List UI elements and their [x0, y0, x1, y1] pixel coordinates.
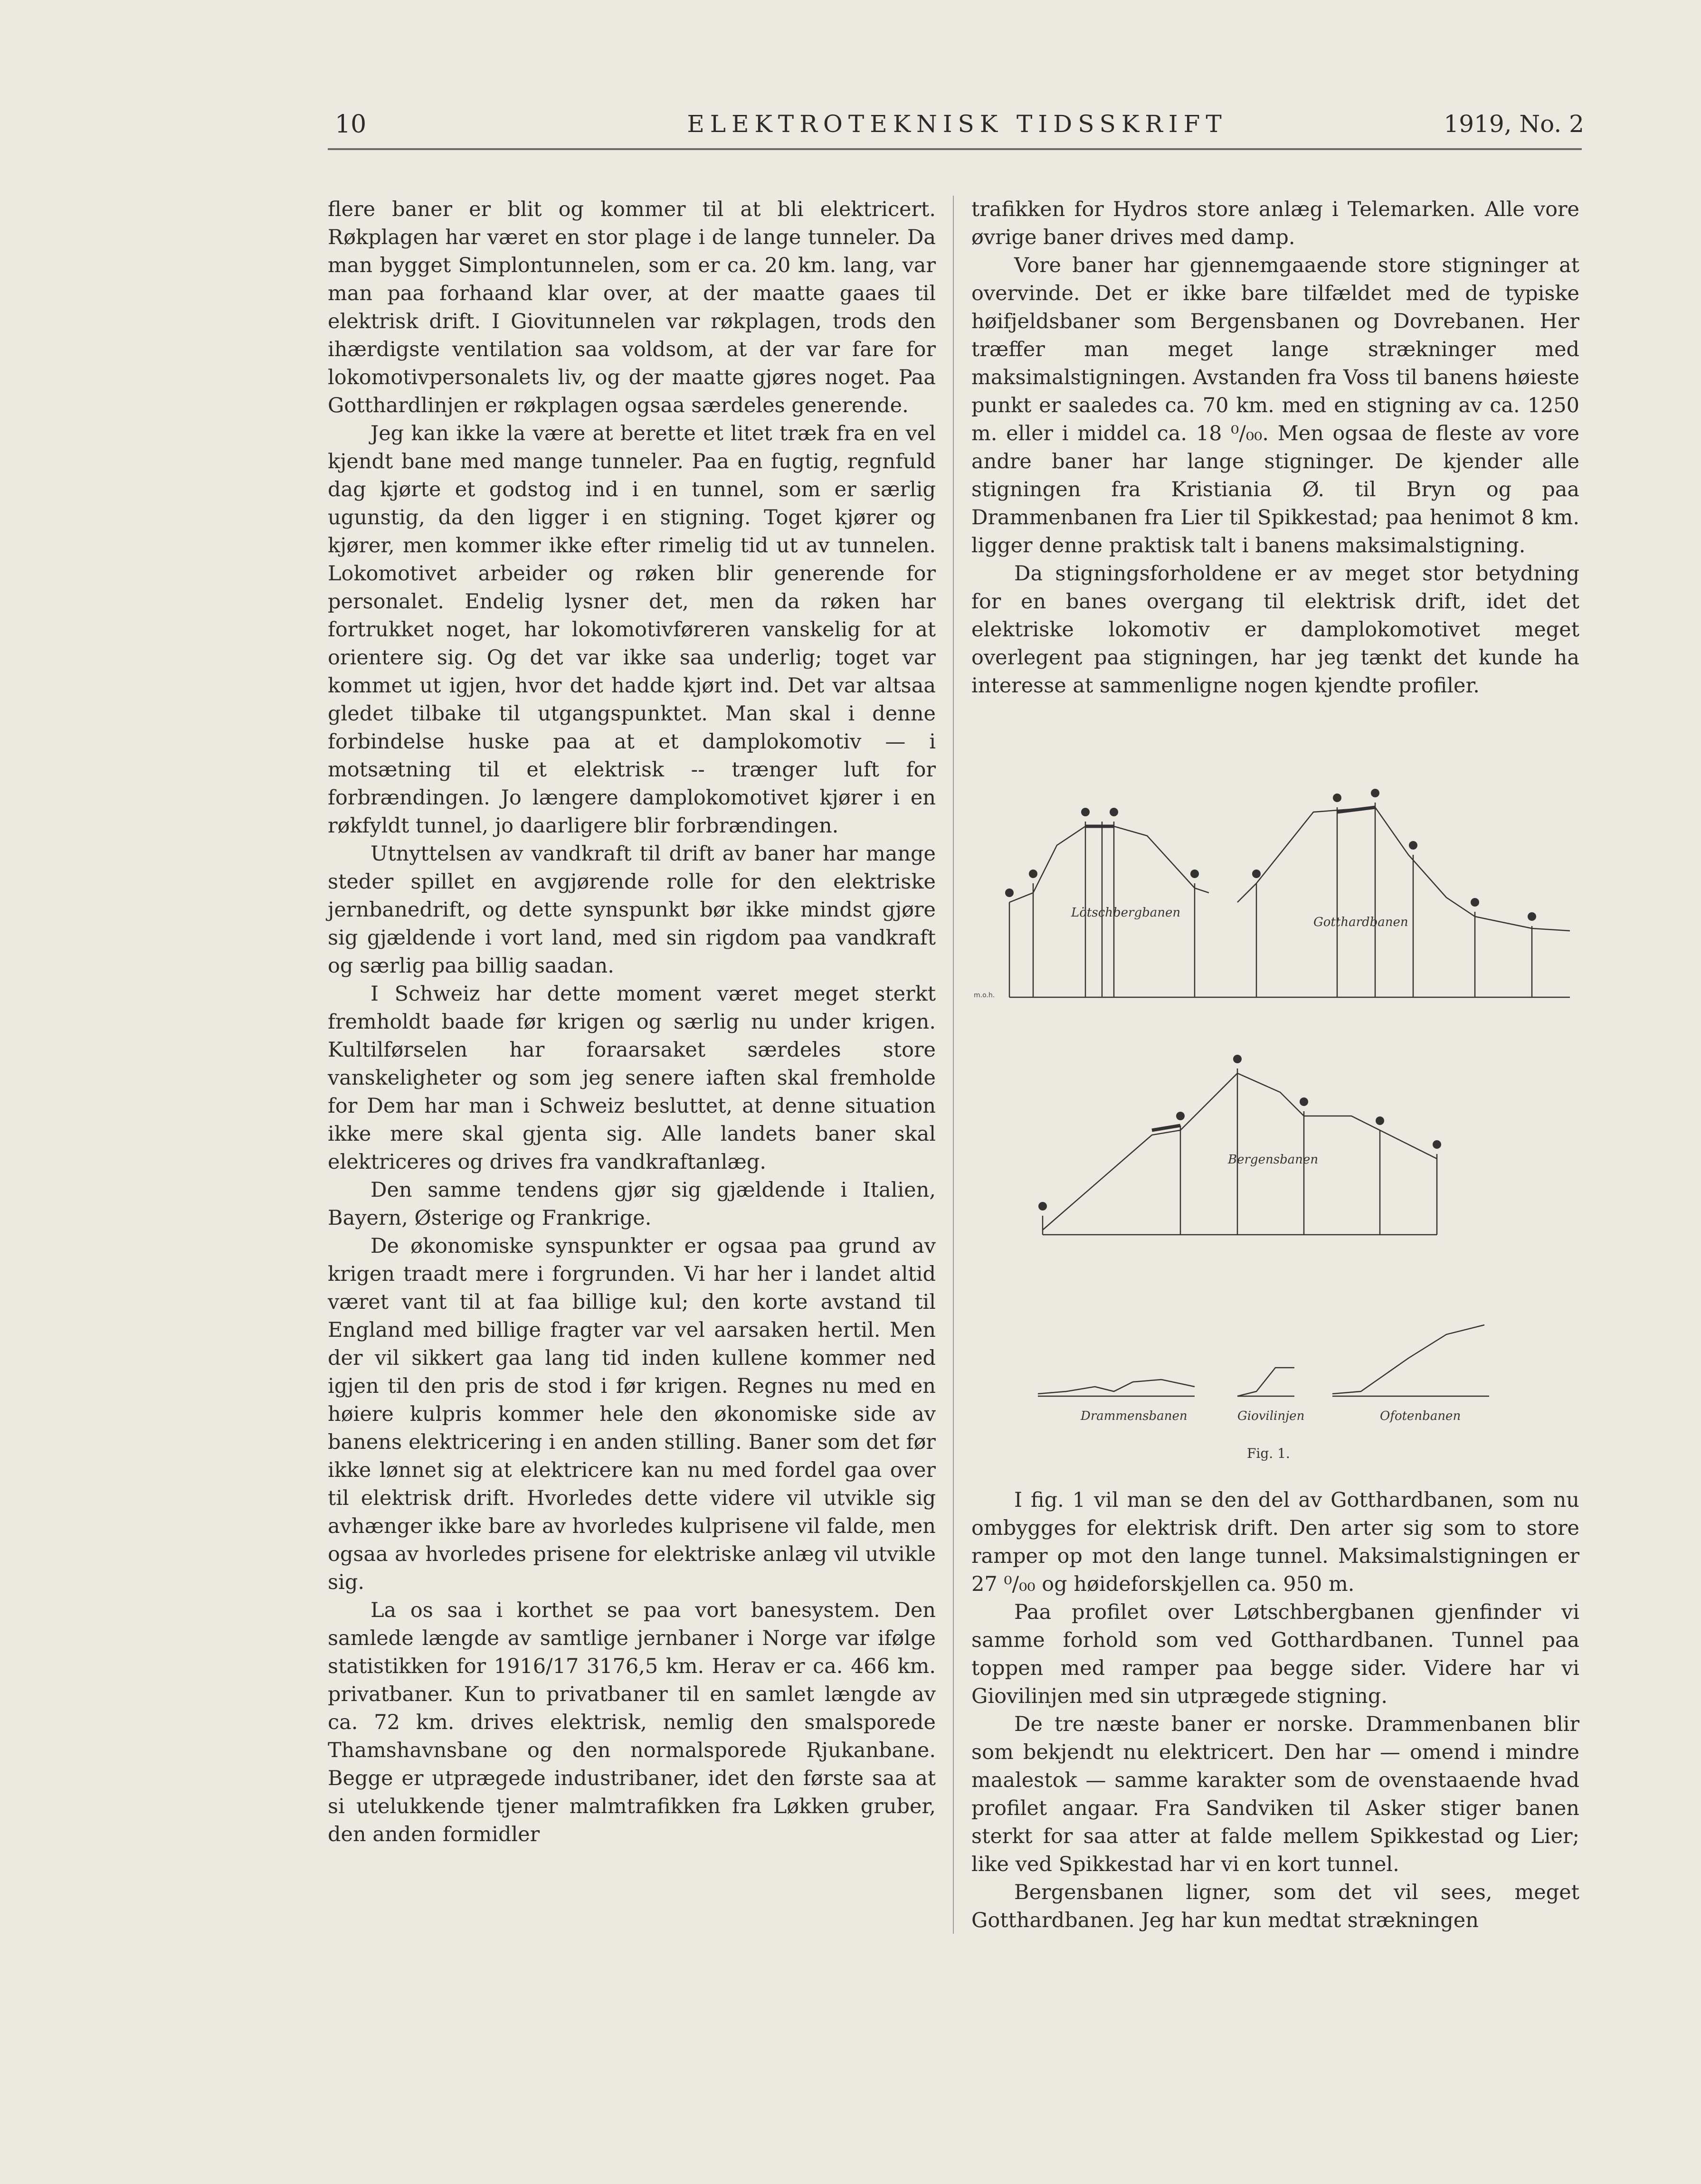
giovi-label: Giovilinjen [1237, 1409, 1305, 1423]
gotthard-profile-line [1237, 807, 1570, 931]
ofoten-label: Ofotenbanen [1380, 1409, 1461, 1423]
giovi-profile-line [1237, 1368, 1294, 1396]
paragraph: Den samme tendens gjør sig gjældende i Italien, Bayern, Østerige og Frankrige. [328, 1178, 936, 1230]
profiles-drawing [971, 741, 1579, 1472]
paragraph: Utnyttelsen av vandkraft til drift av baner har mange steder spillet en avgjørende rolle for den elektriske jernbanedrift, og dette synspunkt bør ikke mindst gjøre sig gjældende i vort land, med sin rigdom paa vandkraft og særlig paa billig saadan. [328, 842, 936, 978]
figure-rail-profiles [971, 741, 1579, 1472]
paragraph: trafikken for Hydros store anlæg i Telemarken. Alle vore øvrige baner drives med damp. [971, 198, 1579, 249]
gotthard-tunnel [1337, 807, 1375, 812]
issue-number: 1919, No. 2 [1444, 110, 1584, 138]
right-column-bottom [971, 1486, 1579, 1935]
running-header [330, 110, 1584, 143]
bergens-profile-line [1043, 1073, 1437, 1230]
column-divider [953, 196, 954, 1934]
paragraph: I Schweiz har dette moment været meget sterkt fremholdt baade før krigen og særlig nu under krigen. Kultilførselen har foraarsaket særdeles store vanskeligheter og som jeg senere iaften skal fremholde for Dem har man i Schweiz besluttet, at denne situation ikke mere skal gjenta sig. Alle landets baner skal elektriceres og drives fra vandkraftanlæg. [328, 982, 936, 1174]
gotthard-label: Gotthardbanen [1313, 915, 1408, 929]
drammens-label: Drammensbanen [1081, 1409, 1188, 1423]
drammens-profile-line [1038, 1380, 1195, 1394]
paragraph: De økonomiske synspunkter er ogsaa paa grund av krigen traadt mere i forgrunden. Vi har her i landet altid været vant til at faa billige kul; den korte avstand til England med billige fragter var vel aarsaken hertil. Men der vil sikkert gaa lang tid inden kullene kommer ned igjen til den pris de stod i før krigen. Regnes nu med en høiere kulpris kommer hele den økonomiske side av banens elektricering i en anden stilling. Baner som det før ikke lønnet sig at elektricere kan nu med fordel gaa over til elektrisk drift. Hvorledes dette videre vil utvikle sig avhænger ikke bare av hvorledes kulprisene vil falde, men ogsaa av hvorledes prisene for elektriske anlæg vil utvikle sig. [328, 1234, 936, 1594]
paragraph: Paa profilet over Løtschbergbanen gjenfinder vi samme forhold som ved Gotthardbanen. Tunnel paa toppen med ramper paa begge sider. Videre har vi Giovilinjen med sin utprægede stigning. [971, 1600, 1579, 1708]
paragraph: Bergensbanen ligner, som det vil sees, meget Gotthardbanen. Jeg har kun medtat strækningen [971, 1881, 1579, 1932]
lotschberg-label: Lötschbergbanen [1071, 906, 1181, 920]
paragraph: flere baner er blit og kommer til at bli elektricert. Røkplagen har været en stor plage i de lange tunneler. Da man bygget Simplontunnelen, som er ca. 20 km. lang, var man paa forhaand klar over, at der maatte gaaes til elektrisk drift. I Giovitunnelen var røkplagen, trods den ihærdigste ventilation saa voldsom, at der var fare for lokomotivpersonalets liv, og der maatte gjøres noget. Paa Gotthardlinjen er røkplagen ogsaa særdeles generende. [328, 198, 936, 417]
journal-title: ELEKTROTEKNISK TIDSSKRIFT [687, 110, 1227, 138]
paragraph: I fig. 1 vil man se den del av Gotthardbanen, som nu ombygges for elektrisk drift. Den arter sig som to store ramper op mot den lange tunnel. Maksimalstigningen er 27 ⁰/₀₀ og høideforskjellen ca. 950 m. [971, 1488, 1579, 1596]
paragraph: Jeg kan ikke la være at berette et litet træk fra en vel kjendt bane med mange tunneler. Paa en fugtig, regnfuld dag kjørte et godstog ind i en tunnel, som er særlig ugunstig, da den ligger i en stigning. Toget kjører og kjører, men kommer ikke efter rimelig tid ut av tunnelen. Lokomotivet arbeider og røken blir generende for personalet. Endelig lysner det, men da røken har fortrukket noget, har lokomotivføreren vanskelig for at orientere sig. Og det var ikke saa underlig; toget var kommet ut igjen, hvor det hadde kjørt ind. Det var altsaa gledet tilbake til utgangspunktet. Man skal i denne forbindelse huske paa at et damplokomotiv — i motsætning til et elektrisk -- trænger luft for forbrændingen. Jo længere damplokomotivet kjører i en røkfyldt tunnel, jo daarligere blir forbrændingen. [328, 422, 936, 838]
paragraph: La os saa i korthet se paa vort banesystem. Den samlede længde av samtlige jernbaner i Norge var ifølge statistikken for 1916/17 3176,5 km. Herav er ca. 466 km. privatbaner. Kun to privatbaner til en samlet længde av ca. 72 km. drives elektrisk, nemlig den smalsporede Thamshavnsbane og den normalsporede Rjukanbane. Begge er utprægede industribaner, idet den første saa at si utelukkende tjener malmtrafikken fra Løkken gruber, den anden formidler [328, 1598, 936, 1846]
ofoten-profile-line [1332, 1325, 1484, 1394]
page-number: 10 [335, 110, 367, 139]
bergens-label: Bergensbanen [1228, 1153, 1319, 1167]
paragraph: Vore baner har gjennemgaaende store stigninger at overvinde. Det er ikke bare tilfældet med de typiske høifjeldsbaner som Bergensbanen og Dovrebanen. Her træffer man meget lange strækninger med maksimalstigningen. Avstanden fra Voss til banens høieste punkt er saaledes ca. 70 km. med en stigning av ca. 1250 m. eller i middel ca. 18 ⁰/₀₀. Men ogsaa de fleste av vore andre baner har lange stigninger. De kjender alle stigningen fra Kristiania Ø. til Bryn og paa Drammenbanen fra Lier til Spikkestad; paa henimot 8 km. ligger denne praktisk talt i banens maksimalstigning. [971, 254, 1579, 558]
right-column-top [971, 196, 1579, 700]
figure-caption: Fig. 1. [1247, 1446, 1290, 1461]
paragraph: Da stigningsforholdene er av meget stor betydning for en banes overgang til elektrisk drift, idet det elektriske lokomotiv er damplokomotivet meget overlegent paa stigningen, har jeg tænkt det kunde ha interesse at sammenligne nogen kjendte profiler. [971, 562, 1579, 698]
paragraph: De tre næste baner er norske. Drammenbanen blir som bekjendt nu elektricert. Den har — omend i mindre maalestok — samme karakter som de ovenstaaende hvad profilet angaar. Fra Sandviken til Asker stiger banen sterkt for saa atter at falde mellem Spikkestad og Lier; like ved Spikkestad har vi en kort tunnel. [971, 1712, 1579, 1876]
header-rule [328, 148, 1582, 150]
lotschberg-profile-line [1009, 826, 1209, 902]
axis-label: m.o.h. [974, 992, 995, 999]
left-column [328, 196, 936, 1849]
